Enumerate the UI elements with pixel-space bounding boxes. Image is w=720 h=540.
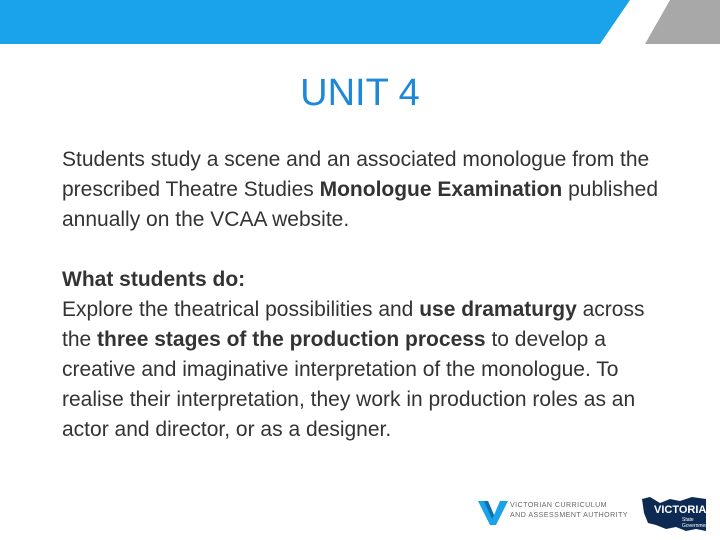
intro-text-1: Students study a scene and an associated monologue from the prescribed Theatre Studies: [62, 148, 650, 201]
body-text-1: Explore the theatrical possibilities and: [62, 298, 420, 321]
heading-text: What students do:: [62, 268, 246, 291]
what-students-do-heading: [62, 265, 662, 295]
vcaa-logo: [478, 497, 628, 527]
vcaa-logo-text: [510, 501, 628, 521]
header-banner: [0, 0, 720, 44]
slide-body: [62, 145, 662, 445]
intro-text-2: Monologue Examination: [319, 178, 563, 201]
victoria-logo-sub: [682, 517, 710, 529]
vic-sub-line-2: Government: [682, 523, 710, 529]
banner-grey-band: [645, 0, 720, 44]
body-text-5: to develop a creative and imaginative interpretation of the monologue. To realise their interpretation, they work in production roles as an actor and director, or as a designer.: [62, 328, 636, 441]
vic-sub-line-1: State: [682, 517, 694, 523]
victoria-state-government-logo: [640, 493, 708, 533]
slide-title: UNIT 4: [300, 72, 420, 114]
body-text-2: use dramaturgy: [419, 298, 577, 321]
vcaa-line-1: VICTORIAN CURRICULUM: [510, 502, 607, 509]
intro-text-3: published annually on the VCAA website.: [62, 178, 659, 231]
banner-blue-band: [0, 0, 630, 44]
vcaa-line-2: AND ASSESSMENT AUTHORITY: [510, 512, 629, 519]
vcaa-v-icon: [478, 497, 508, 525]
victoria-logo-name: VICTORIA: [654, 504, 707, 516]
intro-paragraph: [62, 145, 662, 235]
body-text-4: three stages of the production process: [97, 328, 486, 351]
what-students-do-paragraph: [62, 295, 662, 445]
body-text-3: across the: [62, 298, 645, 351]
